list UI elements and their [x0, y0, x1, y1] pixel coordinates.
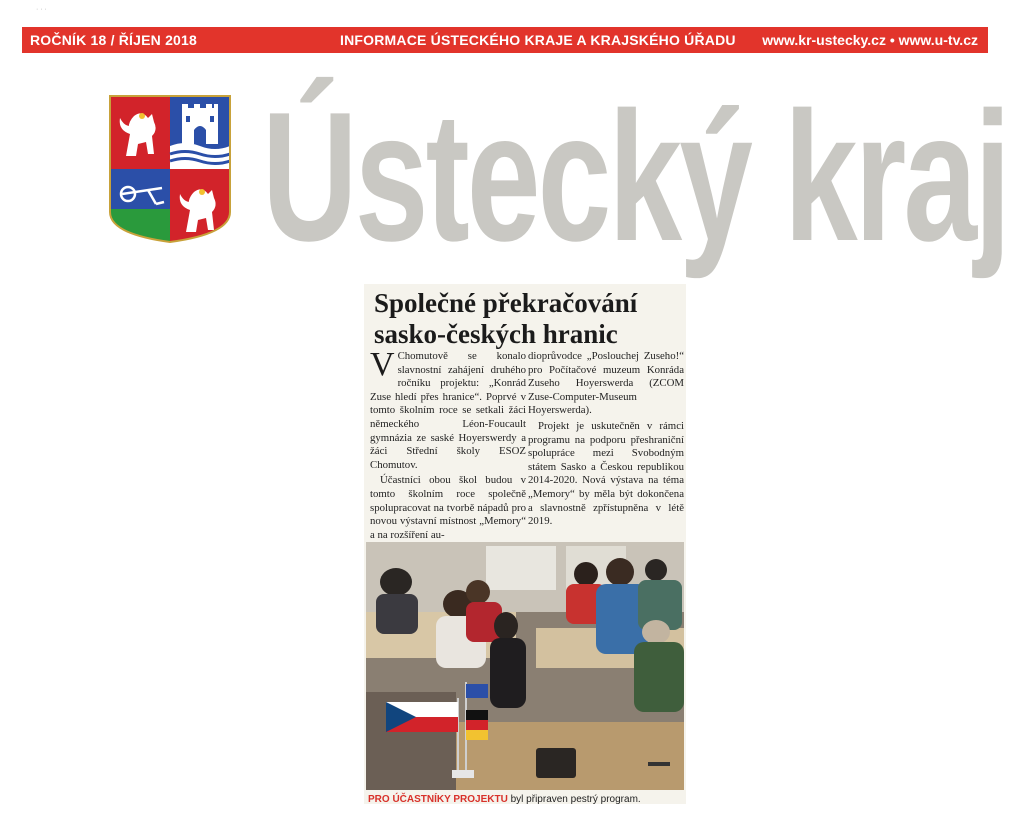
classroom-photo	[366, 542, 684, 790]
headline-line-2: sasko-českých hranic	[374, 319, 618, 349]
article-paragraph-1	[370, 346, 526, 472]
masthead-title: Ústecký kraj	[262, 73, 1009, 279]
photo-caption	[368, 794, 686, 806]
article-paragraph-3: dioprůvodce „Poslouchej Zuseho!“ pro Počítačové muzeum Konráda Zuseho Hoyerswerda (ZCOM Zuse-Computer-Museum Hoyerswerda).	[528, 350, 684, 417]
article-paragraph-4: Projekt je uskutečněn v rámci programu na podporu přeshraniční spolupráce mezi Svobodným státem Sasko a Českou republikou 2014-2020. Nová výstava na téma „Memory“ by měla být dokončena a slavnostně zpřístupněna v létě 2019.	[528, 419, 684, 528]
coat-of-arms-icon	[108, 94, 232, 244]
headline-line-1: Společné překračování	[374, 288, 638, 318]
issue-label: ROČNÍK 18 / ŘÍJEN 2018	[30, 32, 198, 48]
article-headline	[374, 288, 684, 350]
caption-lead: PRO ÚČASTNÍKY PROJEKTU	[368, 794, 508, 805]
article-column-left	[370, 346, 526, 542]
scan-mark: · · ·	[36, 6, 47, 13]
article-paragraph-2: Účastníci obou škol budou v tomto školním roce společně spolupracovat na tvorbě nápadů pro novou výstavní místnost „Memory“ a na rozšíření au-	[370, 474, 526, 541]
caption-rest: byl připraven pestrý program.	[507, 794, 641, 805]
dropcap: V	[370, 346, 395, 383]
website-links: www.kr-ustecky.cz • www.u-tv.cz	[762, 32, 978, 48]
paragraph-1-text: Chomutově se konalo slavnostní zahájení druhého ročníku projektu: „Konrád Zuse hledí přes hranice“. Poprvé v tomto školním roce se setkali žáci německého Léon-Foucault gymnázia ze saské Hoyerswerdy a žáci Střední školy ESOZ Chomutov.	[370, 350, 526, 471]
article-column-right	[528, 350, 684, 529]
header-bar	[22, 27, 988, 53]
header-subtitle: INFORMACE ÚSTECKÉHO KRAJE A KRAJSKÉHO ÚŘADU	[340, 32, 736, 48]
